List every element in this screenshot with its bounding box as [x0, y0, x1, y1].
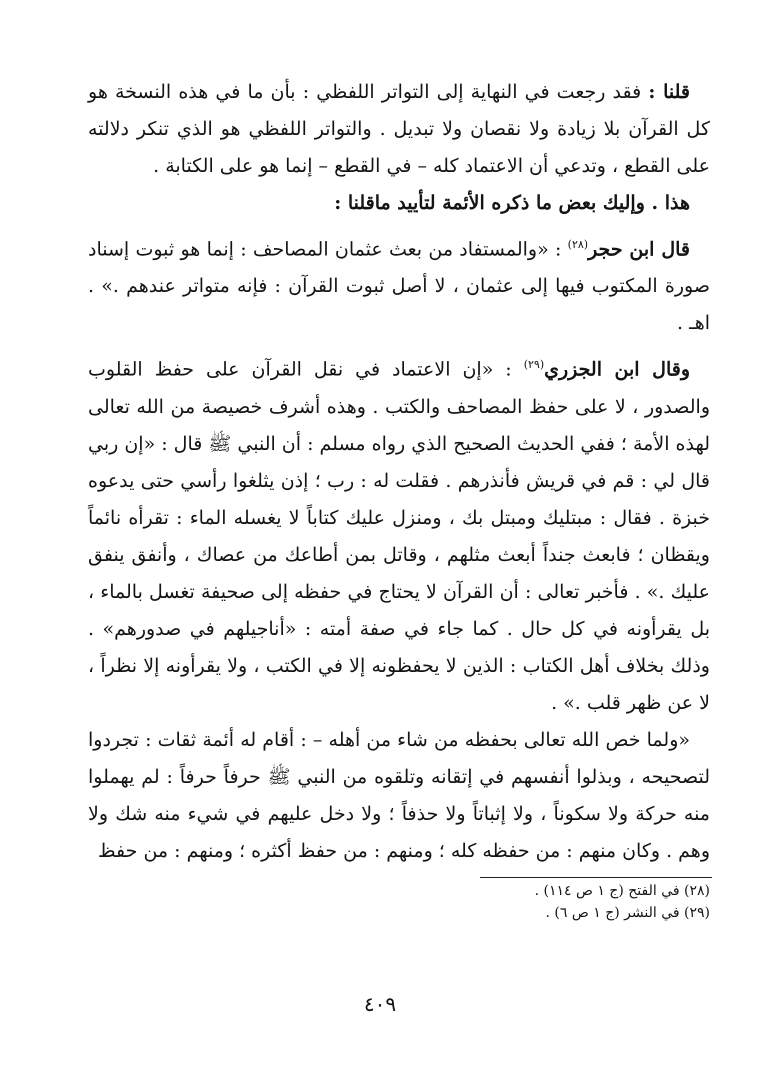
footnote-ref-28: (٢٨)	[567, 238, 589, 251]
paragraph-1	[88, 74, 710, 185]
paragraph-3-lead: قال ابن حجر	[588, 238, 690, 261]
paragraph-3-text: : «والمستفاد من بعث عثمان المصاحف : إنما هو ثبوت إسناد صورة المكتوب فيها إلى عثمان ، لا أصل ثبوت القرآن : فإنه متواتر عندهم .» . اهـ .	[88, 238, 710, 335]
paragraph-4-lead: وقال ابن الجزري	[544, 358, 690, 381]
footnote-ref-29: (٢٩)	[523, 358, 545, 372]
footnote-divider	[480, 877, 712, 878]
paragraph-5-text: «ولما خص الله تعالى بحفظه من شاء من أهله – : أقام له أئمة ثقات : تجردوا لتصحيحه ، وبذلوا أنفسهم في إتقانه وتلقوه من النبي ﷺ حرفاً حرفاً : لم يهملوا منه حركة ولا سكوناً ، ولا إثباتاً ولا حذفاً ؛ ولا دخل عليهم في شيء منه شك ولا وهم . وكان منهم : من حفظه كله ؛ ومنهم : من حفظ أكثره ؛ ومنهم : من حفظ	[88, 728, 710, 862]
paragraph-5	[88, 722, 710, 870]
page-number: ٤٠٩	[363, 992, 397, 1016]
footnote-28: (٢٨) في الفتح (ج ١ ص ١١٤) .	[534, 883, 710, 899]
paragraph-4-text: : «إن الاعتماد في نقل القرآن على حفظ القلوب والصدور ، لا على حفظ المصاحف والكتب . وهذه أشرف خصيصة من الله تعالى لهذه الأمة ؛ ففي الحديث الصحيح الذي رواه مسلم : أن النبي ﷺ قال : «إن ربي قال لي : قم في قريش فأنذرهم . فقلت له : رب ؛ إذن يثلغوا رأسي حتى يدعوه خبزة . فقال : مبتليك ومبتل بك ، ومنزل عليك كتاباً لا يغسله الماء : تقرأه نائماً ويقظان ؛ فابعث جنداً أبعث مثلهم ، وقاتل بمن أطاعك من عصاك ، وأنفق ينفق عليك .» . فأخبر تعالى : أن القرآن لا يحتاج في حفظه إلى صحيفة تغسل بالماء ، بل يقرأونه في كل حال . كما جاء في صفة أمته : «أناجيلهم في صدورهم» . وذلك بخلاف أهل الكتاب : الذين لا يحفظونه إلا في الكتب ، ولا يقرأونه إلا نظراً ، لا عن ظهر قلب .» .	[88, 358, 710, 714]
paragraph-1-text: فقد رجعت في النهاية إلى التواتر اللفظي : بأن ما في هذه النسخة هو كل القرآن بلا زيادة ولا نقصان ولا تبديل . والتواتر اللفظي هو الذي تنكر دلالته على القطع ، وتدعي أن الاعتماد كله – في القطع – إنما هو على الكتابة .	[88, 81, 710, 177]
footnotes	[300, 880, 710, 924]
main-text	[88, 74, 710, 870]
paragraph-4	[88, 346, 710, 721]
paragraph-3	[88, 226, 710, 342]
paragraph-2	[88, 185, 710, 222]
paragraph-2-text: هذا . وإليك بعض ما ذكره الأئمة لتأييد ماقلنا :	[334, 192, 690, 214]
footnote-29: (٢٩) في النشر (ج ١ ص ٦) .	[545, 905, 710, 921]
paragraph-1-lead: قلنا :	[648, 81, 690, 103]
